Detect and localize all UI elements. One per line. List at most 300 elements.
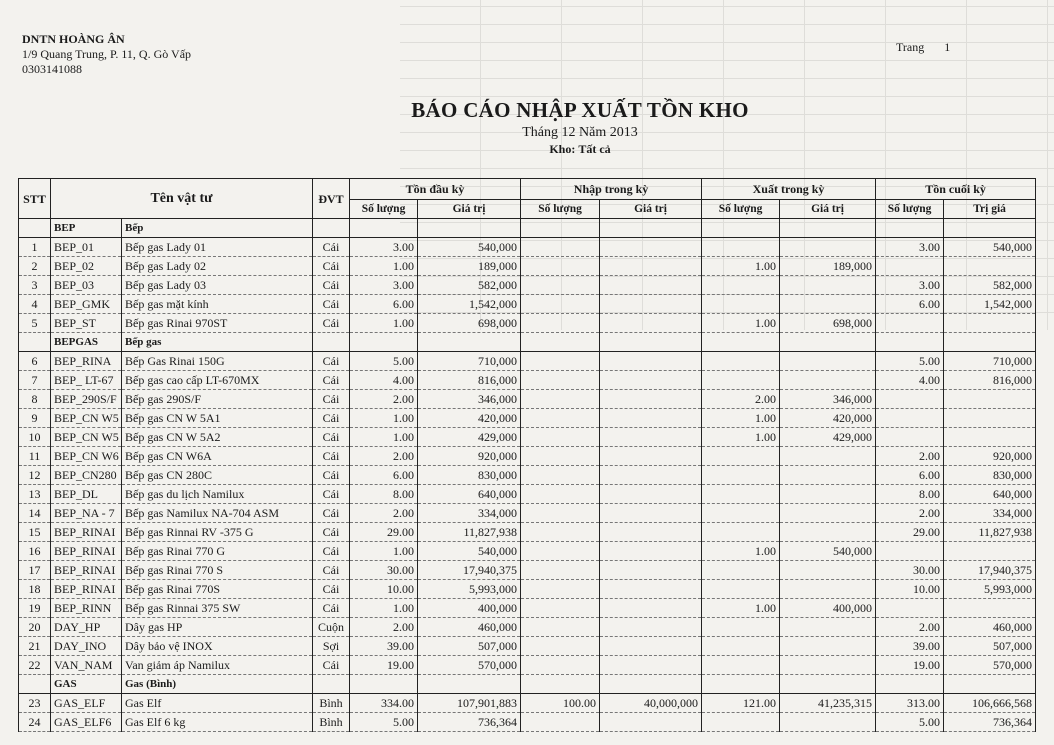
row-name: Dây gas HP (122, 618, 313, 637)
row-open-qty: 2.00 (350, 618, 418, 637)
row-out-value (780, 485, 876, 504)
row-unit: Cái (313, 466, 350, 485)
row-unit: Cái (313, 580, 350, 599)
group-blank (19, 219, 51, 238)
row-in-value (600, 238, 702, 257)
row-code: BEP_RINAI (51, 580, 122, 599)
company-tax-code: 0303141088 (22, 62, 82, 76)
row-name: Bếp gas du lịch Namilux (122, 485, 313, 504)
row-in-qty (521, 599, 600, 618)
row-name: Bếp gas CN W 5A2 (122, 428, 313, 447)
row-code: BEP_ST (51, 314, 122, 333)
row-stt: 12 (19, 466, 51, 485)
row-unit: Bình (313, 713, 350, 732)
row-unit: Cái (313, 504, 350, 523)
row-close-qty: 3.00 (876, 238, 944, 257)
table-row (19, 599, 1036, 618)
row-name: Dây bảo vệ INOX (122, 637, 313, 656)
row-out-qty: 1.00 (702, 542, 780, 561)
row-unit: Cái (313, 409, 350, 428)
col-stt: STT (19, 179, 51, 219)
table-header (19, 179, 1036, 219)
row-open-qty: 334.00 (350, 694, 418, 713)
group-empty-cell (600, 333, 702, 352)
row-name: Bếp gas Rinai 770 G (122, 542, 313, 561)
row-name: Bếp gas Lady 03 (122, 276, 313, 295)
row-code: BEP_CN W6 (51, 447, 122, 466)
row-open-qty: 1.00 (350, 599, 418, 618)
row-open-value: 710,000 (418, 352, 521, 371)
row-code: VAN_NAM (51, 656, 122, 675)
row-open-qty: 2.00 (350, 390, 418, 409)
row-close-qty: 4.00 (876, 371, 944, 390)
row-close-qty: 19.00 (876, 656, 944, 675)
row-close-value: 540,000 (944, 238, 1036, 257)
row-close-qty: 6.00 (876, 466, 944, 485)
row-open-value: 420,000 (418, 409, 521, 428)
group-code: GAS (51, 675, 122, 694)
row-open-qty: 1.00 (350, 314, 418, 333)
row-in-qty (521, 523, 600, 542)
row-in-value (600, 276, 702, 295)
row-in-value (600, 466, 702, 485)
row-out-qty: 1.00 (702, 409, 780, 428)
row-open-value: 830,000 (418, 466, 521, 485)
row-open-value: 17,940,375 (418, 561, 521, 580)
row-in-value (600, 637, 702, 656)
row-close-value: 920,000 (944, 447, 1036, 466)
table-row (19, 352, 1036, 371)
row-open-value: 107,901,883 (418, 694, 521, 713)
row-in-qty (521, 314, 600, 333)
inventory-table (18, 178, 1036, 732)
row-name: Bếp gas Rinai 770S (122, 580, 313, 599)
row-close-qty: 29.00 (876, 523, 944, 542)
row-out-qty (702, 656, 780, 675)
row-unit: Cái (313, 276, 350, 295)
col-closing-value: Trị giá (944, 200, 1036, 219)
row-open-value: 507,000 (418, 637, 521, 656)
row-name: Bếp Gas Rinai 150G (122, 352, 313, 371)
row-close-value: 5,993,000 (944, 580, 1036, 599)
row-out-qty (702, 352, 780, 371)
row-code: BEP_RINAI (51, 561, 122, 580)
row-unit: Bình (313, 694, 350, 713)
row-code: DAY_INO (51, 637, 122, 656)
row-in-value (600, 618, 702, 637)
group-empty-cell (780, 333, 876, 352)
row-out-value (780, 637, 876, 656)
group-empty-cell (521, 219, 600, 238)
row-open-qty: 8.00 (350, 485, 418, 504)
row-code: BEP_RINAI (51, 542, 122, 561)
row-out-value: 41,235,315 (780, 694, 876, 713)
row-out-qty: 1.00 (702, 314, 780, 333)
row-close-qty (876, 599, 944, 618)
report-period: Tháng 12 Năm 2013 (522, 125, 638, 140)
row-close-qty: 6.00 (876, 295, 944, 314)
row-open-qty: 6.00 (350, 466, 418, 485)
group-empty-cell (702, 675, 780, 694)
row-close-value: 334,000 (944, 504, 1036, 523)
row-in-qty (521, 390, 600, 409)
row-in-value (600, 371, 702, 390)
row-unit: Cái (313, 314, 350, 333)
group-empty-cell (600, 219, 702, 238)
row-name: Bếp gas CN W6A (122, 447, 313, 466)
row-code: BEP_01 (51, 238, 122, 257)
row-stt: 13 (19, 485, 51, 504)
row-out-qty: 1.00 (702, 428, 780, 447)
group-empty-cell (876, 333, 944, 352)
group-empty-cell (944, 333, 1036, 352)
row-stt: 18 (19, 580, 51, 599)
row-out-qty: 1.00 (702, 599, 780, 618)
row-in-value (600, 295, 702, 314)
row-in-qty (521, 447, 600, 466)
row-in-qty (521, 466, 600, 485)
group-empty-cell (521, 333, 600, 352)
row-close-qty (876, 409, 944, 428)
row-out-qty (702, 371, 780, 390)
row-out-qty (702, 485, 780, 504)
row-unit: Cái (313, 352, 350, 371)
row-open-value: 334,000 (418, 504, 521, 523)
row-out-value (780, 523, 876, 542)
row-out-qty (702, 637, 780, 656)
row-unit: Cái (313, 523, 350, 542)
row-close-value: 460,000 (944, 618, 1036, 637)
row-in-value (600, 656, 702, 675)
row-in-value (600, 257, 702, 276)
row-out-qty (702, 276, 780, 295)
row-name: Bếp gas Lady 01 (122, 238, 313, 257)
row-in-qty (521, 618, 600, 637)
group-empty-cell (521, 675, 600, 694)
table-row (19, 409, 1036, 428)
row-stt: 6 (19, 352, 51, 371)
row-open-qty: 3.00 (350, 276, 418, 295)
row-out-value: 429,000 (780, 428, 876, 447)
row-out-qty (702, 447, 780, 466)
row-out-qty (702, 580, 780, 599)
row-open-qty: 29.00 (350, 523, 418, 542)
row-open-value: 736,364 (418, 713, 521, 732)
row-open-value: 460,000 (418, 618, 521, 637)
report-warehouse (360, 142, 800, 157)
row-in-value (600, 504, 702, 523)
group-name: Bếp gas (122, 333, 313, 352)
row-stt: 23 (19, 694, 51, 713)
row-stt: 21 (19, 637, 51, 656)
col-opening-qty: Số lượng (350, 200, 418, 219)
group-blank (19, 675, 51, 694)
col-closing-qty: Số lượng (876, 200, 944, 219)
report-title: BÁO CÁO NHẬP XUẤT TỒN KHO (411, 98, 749, 122)
row-open-value: 346,000 (418, 390, 521, 409)
row-in-value (600, 599, 702, 618)
row-in-qty (521, 561, 600, 580)
row-in-value (600, 390, 702, 409)
row-name: Bếp gas Namilux NA-704 ASM (122, 504, 313, 523)
col-item-name: Tên vật tư (51, 179, 313, 219)
row-open-qty: 30.00 (350, 561, 418, 580)
row-close-qty: 10.00 (876, 580, 944, 599)
page-label: Trang (896, 40, 925, 54)
table-row (19, 618, 1036, 637)
row-in-value (600, 447, 702, 466)
row-unit: Cái (313, 371, 350, 390)
row-open-qty: 1.00 (350, 257, 418, 276)
table-row (19, 276, 1036, 295)
row-close-qty: 39.00 (876, 637, 944, 656)
row-unit: Cái (313, 542, 350, 561)
row-code: BEP_03 (51, 276, 122, 295)
group-name: Bếp (122, 219, 313, 238)
row-in-qty: 100.00 (521, 694, 600, 713)
row-close-qty: 3.00 (876, 276, 944, 295)
group-blank (19, 333, 51, 352)
group-empty-cell (944, 219, 1036, 238)
row-name: Bếp gas Rinai 770 S (122, 561, 313, 580)
row-close-qty: 313.00 (876, 694, 944, 713)
row-in-qty (521, 352, 600, 371)
group-empty-cell (702, 333, 780, 352)
row-stt: 24 (19, 713, 51, 732)
row-stt: 19 (19, 599, 51, 618)
table-row (19, 523, 1036, 542)
row-close-qty: 5.00 (876, 713, 944, 732)
row-in-value (600, 542, 702, 561)
table-row (19, 694, 1036, 713)
row-code: BEP_290S/F (51, 390, 122, 409)
row-close-qty: 2.00 (876, 504, 944, 523)
row-in-qty (521, 371, 600, 390)
row-out-value (780, 295, 876, 314)
table-row (19, 485, 1036, 504)
row-in-value (600, 713, 702, 732)
row-out-value: 540,000 (780, 542, 876, 561)
row-in-qty (521, 295, 600, 314)
row-code: BEP_DL (51, 485, 122, 504)
company-info (22, 32, 191, 77)
row-code: GAS_ELF6 (51, 713, 122, 732)
row-out-qty (702, 523, 780, 542)
row-stt: 7 (19, 371, 51, 390)
col-inbound: Nhập trong kỳ (521, 179, 702, 200)
table-row (19, 561, 1036, 580)
row-in-qty (521, 504, 600, 523)
company-name: DNTN HOÀNG ÂN (22, 32, 125, 46)
row-code: GAS_ELF (51, 694, 122, 713)
row-unit: Cái (313, 447, 350, 466)
row-out-value (780, 447, 876, 466)
table-row (19, 428, 1036, 447)
row-out-qty (702, 504, 780, 523)
row-open-value: 1,542,000 (418, 295, 521, 314)
row-out-qty (702, 713, 780, 732)
row-out-value (780, 561, 876, 580)
row-close-qty (876, 542, 944, 561)
row-close-value: 570,000 (944, 656, 1036, 675)
row-close-qty: 8.00 (876, 485, 944, 504)
table-body (19, 219, 1036, 732)
table-row (19, 238, 1036, 257)
row-close-qty: 2.00 (876, 618, 944, 637)
col-outbound: Xuất trong kỳ (702, 179, 876, 200)
row-unit: Cái (313, 656, 350, 675)
row-stt: 4 (19, 295, 51, 314)
row-open-value: 640,000 (418, 485, 521, 504)
row-open-qty: 2.00 (350, 504, 418, 523)
row-open-value: 540,000 (418, 542, 521, 561)
row-close-qty (876, 390, 944, 409)
row-open-qty: 1.00 (350, 428, 418, 447)
row-out-qty: 2.00 (702, 390, 780, 409)
row-out-value (780, 713, 876, 732)
row-close-value: 106,666,568 (944, 694, 1036, 713)
table-row (19, 713, 1036, 732)
table-row (19, 314, 1036, 333)
row-stt: 20 (19, 618, 51, 637)
group-name: Gas (Bình) (122, 675, 313, 694)
row-code: BEP_02 (51, 257, 122, 276)
row-out-value (780, 504, 876, 523)
row-stt: 17 (19, 561, 51, 580)
row-close-value: 1,542,000 (944, 295, 1036, 314)
row-stt: 5 (19, 314, 51, 333)
col-unit: ĐVT (313, 179, 350, 219)
row-code: BEP_CN280 (51, 466, 122, 485)
row-open-qty: 1.00 (350, 542, 418, 561)
table-row (19, 257, 1036, 276)
row-code: BEP_GMK (51, 295, 122, 314)
row-in-qty (521, 713, 600, 732)
row-name: Bếp gas Rinnai RV -375 G (122, 523, 313, 542)
table-row (19, 580, 1036, 599)
row-unit: Cái (313, 428, 350, 447)
row-out-qty (702, 561, 780, 580)
row-code: BEP_CN W5 (51, 409, 122, 428)
row-close-qty (876, 257, 944, 276)
row-open-value: 11,827,938 (418, 523, 521, 542)
col-outbound-qty: Số lượng (702, 200, 780, 219)
warehouse-value: Tất cả (578, 142, 611, 156)
group-empty-cell (780, 219, 876, 238)
row-code: BEP_RINA (51, 352, 122, 371)
row-out-qty (702, 618, 780, 637)
row-unit: Cái (313, 485, 350, 504)
row-open-qty: 39.00 (350, 637, 418, 656)
row-name: Gas Elf 6 kg (122, 713, 313, 732)
row-close-value (944, 542, 1036, 561)
row-out-value: 189,000 (780, 257, 876, 276)
row-open-qty: 6.00 (350, 295, 418, 314)
row-close-value (944, 409, 1036, 428)
table-row (19, 637, 1036, 656)
row-stt: 1 (19, 238, 51, 257)
group-code: BEP (51, 219, 122, 238)
row-out-value (780, 371, 876, 390)
row-in-qty (521, 580, 600, 599)
table-row (19, 390, 1036, 409)
row-open-qty: 5.00 (350, 713, 418, 732)
col-inbound-value: Giá trị (600, 200, 702, 219)
row-close-qty: 30.00 (876, 561, 944, 580)
row-close-value (944, 428, 1036, 447)
row-close-value (944, 599, 1036, 618)
row-in-value (600, 428, 702, 447)
row-in-value (600, 314, 702, 333)
group-empty-cell (313, 675, 350, 694)
row-name: Gas Elf (122, 694, 313, 713)
row-in-value (600, 523, 702, 542)
row-out-value (780, 656, 876, 675)
row-out-value (780, 466, 876, 485)
row-stt: 2 (19, 257, 51, 276)
table-row (19, 295, 1036, 314)
row-open-qty: 4.00 (350, 371, 418, 390)
row-close-value: 736,364 (944, 713, 1036, 732)
row-out-value (780, 618, 876, 637)
row-in-value (600, 352, 702, 371)
row-name: Bếp gas cao cấp LT-670MX (122, 371, 313, 390)
row-open-qty: 10.00 (350, 580, 418, 599)
group-empty-cell (418, 675, 521, 694)
row-code: BEP_RINN (51, 599, 122, 618)
row-close-value: 830,000 (944, 466, 1036, 485)
group-row (19, 333, 1036, 352)
row-stt: 15 (19, 523, 51, 542)
row-open-value: 570,000 (418, 656, 521, 675)
group-empty-cell (313, 219, 350, 238)
col-closing: Tồn cuối kỳ (876, 179, 1036, 200)
row-close-qty: 2.00 (876, 447, 944, 466)
table-row (19, 371, 1036, 390)
row-unit: Cái (313, 238, 350, 257)
row-open-value: 698,000 (418, 314, 521, 333)
row-name: Bếp gas 290S/F (122, 390, 313, 409)
row-name: Van giảm áp Namilux (122, 656, 313, 675)
row-out-qty: 1.00 (702, 257, 780, 276)
group-empty-cell (350, 675, 418, 694)
row-in-qty (521, 656, 600, 675)
row-open-value: 5,993,000 (418, 580, 521, 599)
row-name: Bếp gas Rinnai 375 SW (122, 599, 313, 618)
row-open-value: 920,000 (418, 447, 521, 466)
group-empty-cell (350, 219, 418, 238)
row-code: DAY_HP (51, 618, 122, 637)
row-out-value (780, 352, 876, 371)
group-empty-cell (350, 333, 418, 352)
row-code: BEP_CN W5 (51, 428, 122, 447)
group-code: BEPGAS (51, 333, 122, 352)
row-code: BEP_ LT-67 (51, 371, 122, 390)
row-unit: Cái (313, 599, 350, 618)
table-row (19, 466, 1036, 485)
row-in-value (600, 580, 702, 599)
row-open-qty: 5.00 (350, 352, 418, 371)
row-open-value: 582,000 (418, 276, 521, 295)
group-empty-cell (600, 675, 702, 694)
group-empty-cell (876, 219, 944, 238)
col-opening: Tồn đầu kỳ (350, 179, 521, 200)
row-code: BEP_RINAI (51, 523, 122, 542)
group-empty-cell (313, 333, 350, 352)
group-empty-cell (418, 219, 521, 238)
row-out-qty: 121.00 (702, 694, 780, 713)
row-in-qty (521, 409, 600, 428)
